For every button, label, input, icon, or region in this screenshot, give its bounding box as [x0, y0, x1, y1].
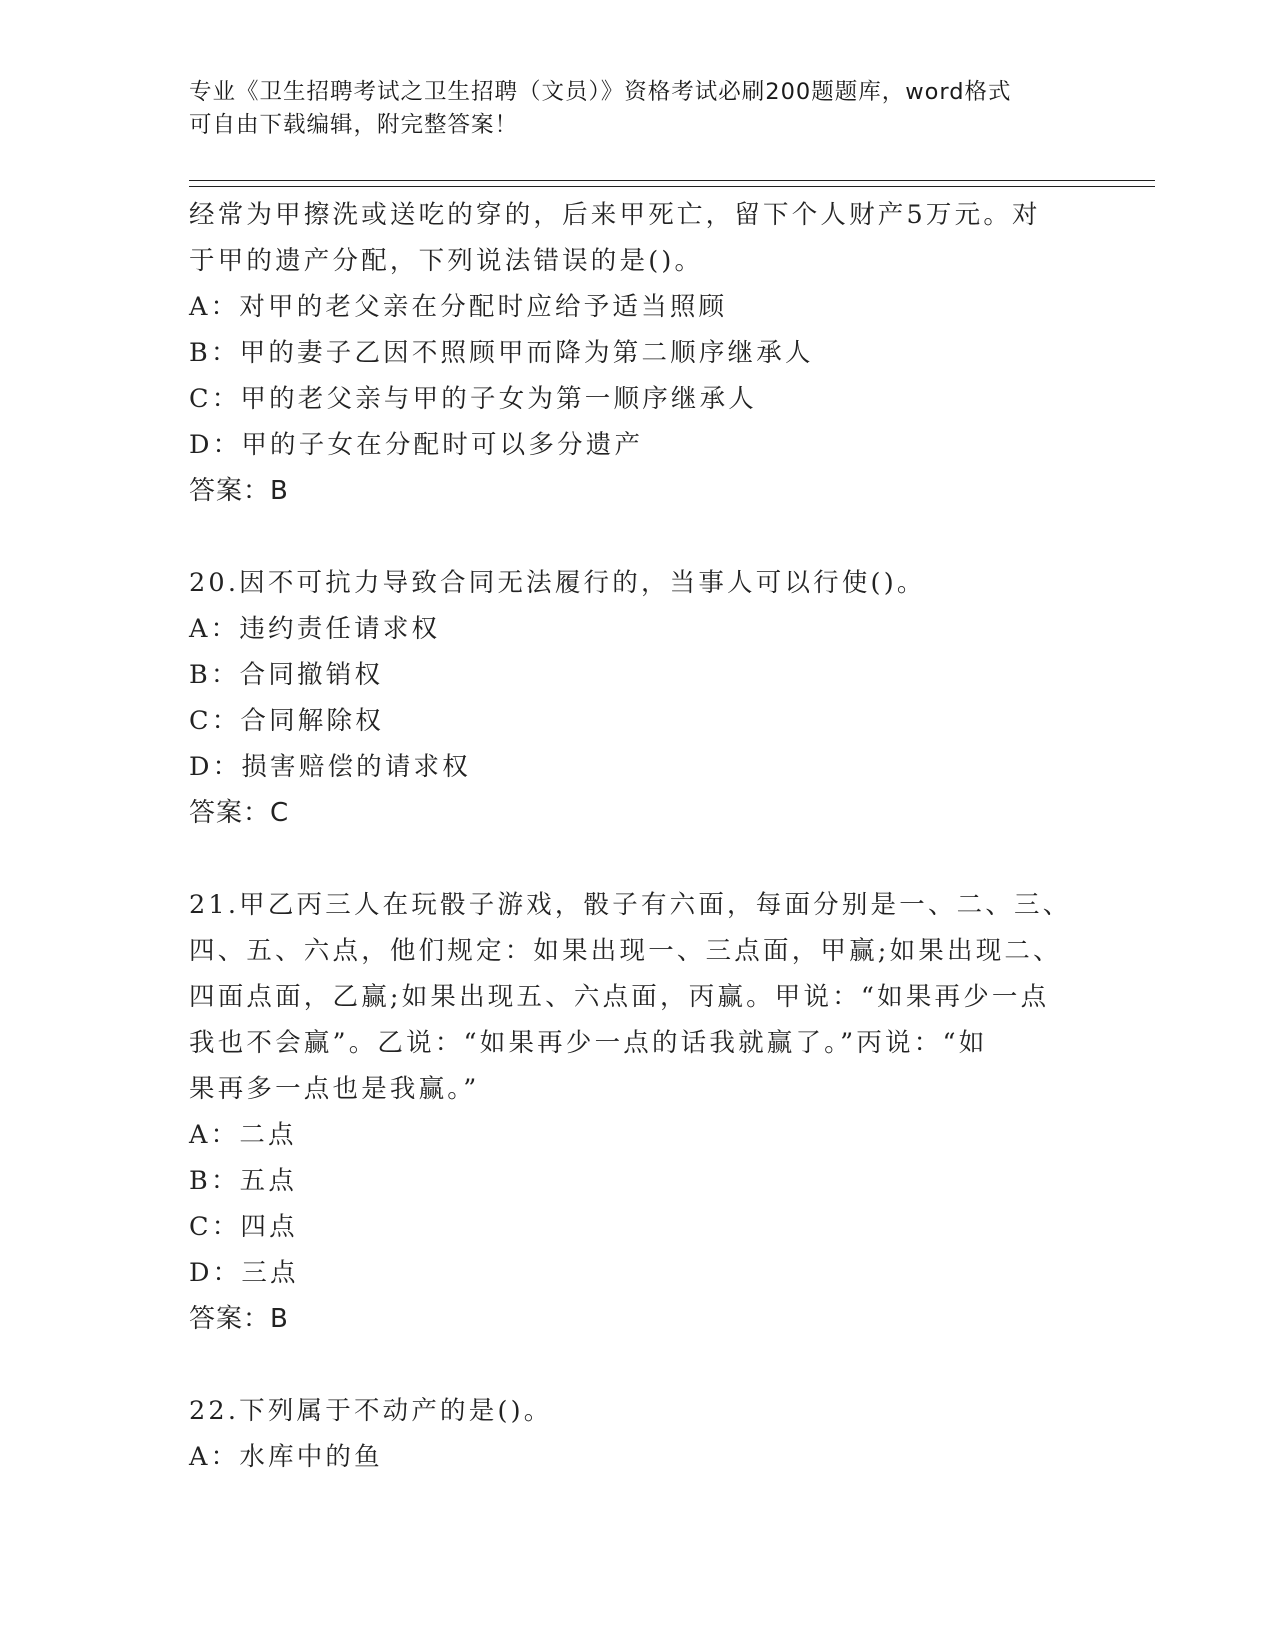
answer: 答案：B	[189, 476, 289, 506]
question-stem-line: 20.因不可抗力导致合同无法履行的，当事人可以行使()。	[189, 568, 926, 598]
option-b: B：合同撤销权	[189, 660, 384, 690]
question-21	[189, 882, 1089, 1342]
option-c: C：合同解除权	[189, 706, 384, 736]
option-a: A：水库中的鱼	[189, 1442, 383, 1472]
option-d: D：损害赔偿的请求权	[189, 752, 471, 782]
question-stem-line: 四、五、六点，他们规定：如果出现一、三点面，甲赢;如果出现二、	[189, 936, 1062, 966]
question-list	[189, 192, 1089, 1480]
answer: 答案：C	[189, 798, 290, 828]
document-header	[189, 76, 1089, 142]
question-20	[189, 560, 1089, 836]
header-line-2: 可自由下载编辑，附完整答案！	[189, 112, 519, 138]
option-a: A：对甲的老父亲在分配时应给予适当照顾	[189, 292, 728, 322]
spacer	[189, 836, 1089, 882]
option-c: C：甲的老父亲与甲的子女为第一顺序继承人	[189, 384, 758, 414]
spacer	[189, 1342, 1089, 1388]
question-stem-line: 我也不会赢”。乙说：“如果再少一点的话我就赢了。”丙说：“如	[189, 1028, 988, 1058]
question-stem-line: 21.甲乙丙三人在玩骰子游戏，骰子有六面，每面分别是一、二、三、	[189, 890, 1072, 920]
option-a: A：二点	[189, 1120, 297, 1150]
spacer	[189, 514, 1089, 560]
question-stem-line: 22.下列属于不动产的是()。	[189, 1396, 553, 1426]
option-d: D：三点	[189, 1258, 299, 1288]
question-stem-line: 于甲的遗产分配，下列说法错误的是()。	[189, 246, 704, 276]
question-22	[189, 1388, 1089, 1480]
option-c: C：四点	[189, 1212, 298, 1242]
question-stem-line: 果再多一点也是我赢。”	[189, 1074, 480, 1104]
option-b: B：五点	[189, 1166, 298, 1196]
question-stem-line: 四面点面，乙赢;如果出现五、六点面，丙赢。甲说：“如果再少一点	[189, 982, 1050, 1012]
answer: 答案：B	[189, 1304, 289, 1334]
option-a: A：违约责任请求权	[189, 614, 441, 644]
header-line-1: 专业《卫生招聘考试之卫生招聘（文员）》资格考试必刷200题题库，word格式	[189, 79, 1012, 105]
question-19	[189, 192, 1089, 514]
question-stem-line: 经常为甲擦洗或送吃的穿的，后来甲死亡，留下个人财产5万元。对	[189, 200, 1041, 230]
option-d: D：甲的子女在分配时可以多分遗产	[189, 430, 644, 460]
header-divider	[189, 180, 1155, 187]
option-b: B：甲的妻子乙因不照顾甲而降为第二顺序继承人	[189, 338, 814, 368]
